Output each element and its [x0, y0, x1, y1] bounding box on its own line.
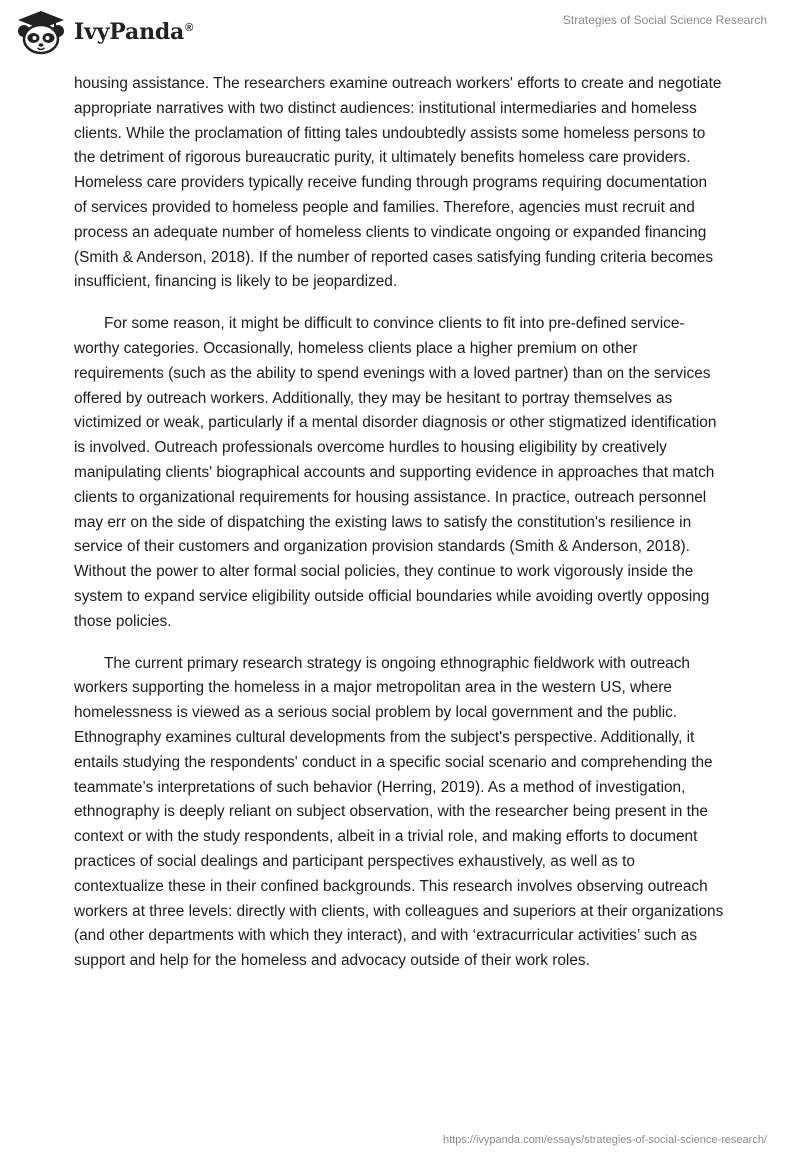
panda-graduate-icon	[14, 9, 68, 55]
brand-name: IvyPanda®	[74, 19, 194, 45]
ivypanda-logo[interactable]	[14, 9, 193, 55]
source-url[interactable]: https://ivypanda.com/essays/strategies-of-social-science-research/	[442, 1134, 767, 1146]
essay-body	[74, 72, 724, 991]
paragraph-2: For some reason, it might be difficult to convince clients to fit into pre-defined service-worthy categories. Occasionally, homeless clients place a higher premium on other requirements (such as the ability to spend evenings with a loved partner) than on the services offered by outreach workers. Additionally, they may be hesitant to portray themselves as victimized or weak, particularly if a mental disorder diagnosis or other stigmatized identification is involved. Outreach professionals overcome hurdles to housing eligibility by creatively manipulating clients' biographical accounts and supporting evidence in approaches that match clients to organizational requirements for housing assistance. In practice, outreach personnel may err on the side of dispatching the existing laws to satisfy the constitution's resilience in service of their customers and organization provision standards (Smith & Anderson, 2018). Without the power to alter formal social policies, they continue to work vigorously inside the system to expand service eligibility outside official boundaries while avoiding overtly opposing those policies.	[74, 315, 717, 630]
registered-mark: ®	[185, 21, 194, 34]
page-header	[0, 0, 800, 60]
paragraph-1: housing assistance. The researchers examine outreach workers' efforts to create and negotiate appropriate narratives with two distinct audiences: institutional intermediaries and homeless clients. While the proclamation of fitting tales undoubtedly assists some homeless persons to the detriment of rigorous bureaucratic purity, it ultimately benefits homeless care providers. Homeless care providers typically receive funding through programs requiring documentation of services provided to homeless people and families. Therefore, agencies must recruit and process an adequate number of homeless clients to vindicate ongoing or expanded financing (Smith & Anderson, 2018). If the number of reported cases satisfying funding criteria becomes insufficient, financing is likely to be jeopardized.	[74, 75, 722, 291]
running-title: Strategies of Social Science Research	[562, 13, 767, 27]
paragraph-3: The current primary research strategy is ongoing ethnographic fieldwork with outreach workers supporting the homeless in a major metropolitan area in the western US, where homelessness is viewed as a serious social problem by local government and the public. Ethnography examines cultural developments from the subject's perspective. Additionally, it entails studying the respondents' conduct in a specific social scenario and comprehending the teammate’s interpretations of such behavior (Herring, 2019). As a method of investigation, ethnography is deeply reliant on subject observation, with the researcher being present in the context or with the study respondents, albeit in a trivial role, and making efforts to document practices of social dealings and participant perspectives exhaustively, as well as to contextualize these in their confined backgrounds. This research involves observing outreach workers at three levels: directly with clients, with colleagues and superiors at their organizations (and other departments with which they interact), and with ‘extracurricular activities’ such as support and help for the homeless and advocacy outside of their work roles.	[74, 654, 724, 970]
